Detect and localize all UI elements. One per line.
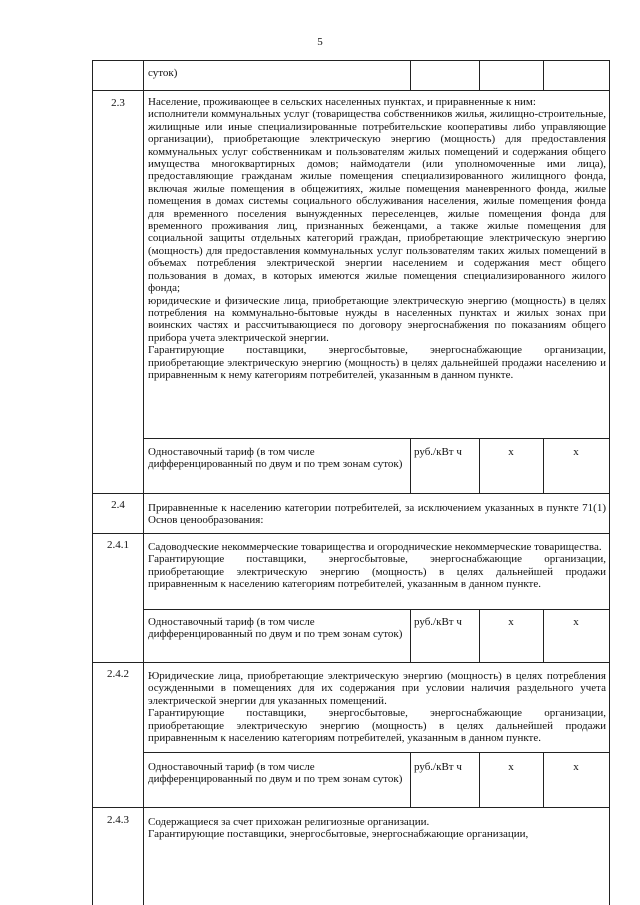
tariff-label: Одноставочный тариф (в том числе дифференцированный по двум и по трем зонам суток)	[148, 616, 403, 641]
top-row-text: суток)	[148, 67, 178, 79]
row-text-2-3	[148, 96, 606, 381]
paragraph: Гарантирующие поставщики, энергосбытовые, энергоснабжающие организации,	[148, 828, 529, 841]
row-text-2-4-2	[148, 670, 606, 744]
row-line	[92, 60, 610, 61]
tariff-label: Одноставочный тариф (в том числе дифференцированный по двум и по трем зонам суток)	[148, 761, 403, 786]
row-number: 2.4.1	[107, 539, 129, 551]
row-text-2-4-3	[148, 816, 606, 841]
tariff-value: х	[508, 616, 514, 628]
tariff-value: х	[508, 446, 514, 458]
table-border-right	[609, 60, 610, 905]
row-number: 2.4.2	[107, 668, 129, 680]
row-number: 2.3	[111, 97, 125, 109]
row-line	[92, 807, 610, 808]
paragraph: Гарантирующие поставщики, энергосбытовые, энергоснабжающие организации, приобретающие электрическую энергию (мощность) в целях дальнейшей продажи населению и приравненным к нему категориям потребителей, указанным в данном пункте.	[148, 344, 606, 381]
paragraph: Приравненные к населению категории потребителей, за исключением указанных в пункте 71(1) Основ ценообразования:	[148, 502, 606, 527]
paragraph: Садоводческие некоммерческие товарищества и огороднические некоммерческие товарищества.	[148, 541, 602, 553]
row-text-2-4-1	[148, 541, 606, 591]
tariff-label: Одноставочный тариф (в том числе дифференцированный по двум и по трем зонам суток)	[148, 446, 403, 471]
row-line	[92, 493, 610, 494]
paragraph: Гарантирующие поставщики, энергосбытовые, энергоснабжающие организации, приобретающие электрическую энергию (мощность) в целях дальнейшей продажи приравненным к населению категориям потребителей, указанным в данном пункте.	[148, 707, 606, 745]
tariff-value: х	[573, 446, 579, 458]
paragraph: исполнители коммунальных услуг (товарищества собственников жилья, жилищно-строительные, жилищные или иные специализированные потребительские кооперативы либо управляющие организации), приобретающие электрическую энергию (мощность) для предоставления коммунальных услуг собственникам и пользователям жилых помещений и содержания общего имущества многоквартирных домов; наймодатели (или уполномоченные ими лица), предоставляющие гражданам жилые помещения специализированного жилищного фонда, включая жилые помещения в общежитиях, жилые помещения маневренного фонда, жилые помещения в домах системы социального обслуживания населения, жилые помещения фонда для временного поселения вынужденных переселенцев, жилые помещения фонда для временного проживания лиц, признанных беженцами, а также жилые помещения для социальной защиты отдельных категорий граждан, приобретающие электрическую энергию (мощность) для предоставления коммунальных услуг пользователям таких жилых помещений в объемах потребления электрической энергии населением и содержания мест общего пользования в домах, в которых имеются жилые помещения специализированного жилого фонда;	[148, 108, 606, 295]
paragraph: Юридические лица, приобретающие электрическую энергию (мощность) в целях потребления осужденными в помещениях для их содержания при условии наличия раздельного учета электрической энергии для указанных помещений.	[148, 670, 606, 707]
tariff-unit: руб./кВт ч	[414, 446, 462, 458]
paragraph: Содержащиеся за счет прихожан религиозные организации.	[148, 816, 430, 828]
row-line	[92, 662, 610, 663]
table-border-num	[143, 60, 144, 905]
row-number: 2.4.3	[107, 814, 129, 826]
row-line	[92, 533, 610, 534]
paragraph: юридические и физические лица, приобретающие электрическую энергию (мощность) в целях потребления на коммунально-бытовые нужды в населенных пунктах и жилых зонах при воинских частях и рассчитывающиеся по договору энергоснабжения по показаниям общего прибора учета электрической энергии.	[148, 294, 606, 344]
paragraph: Население, проживающее в сельских населенных пунктах, и приравненные к ним:	[148, 96, 536, 108]
row-text-2-4	[148, 502, 606, 527]
tariff-value: х	[508, 761, 514, 773]
tariff-value: х	[573, 616, 579, 628]
paragraph: Гарантирующие поставщики, энергосбытовые, энергоснабжающие организации, приобретающие электрическую энергию (мощность) в целях дальнейшей продажи приравненным к населению категориям потребителей, указанным в данном пункте.	[148, 553, 606, 591]
tariff-unit: руб./кВт ч	[414, 616, 462, 628]
tariff-value: х	[573, 761, 579, 773]
page-number: 5	[317, 36, 323, 48]
row-line	[92, 90, 610, 91]
table-border-left	[92, 60, 93, 905]
tariff-unit: руб./кВт ч	[414, 761, 462, 773]
row-number: 2.4	[111, 499, 125, 511]
